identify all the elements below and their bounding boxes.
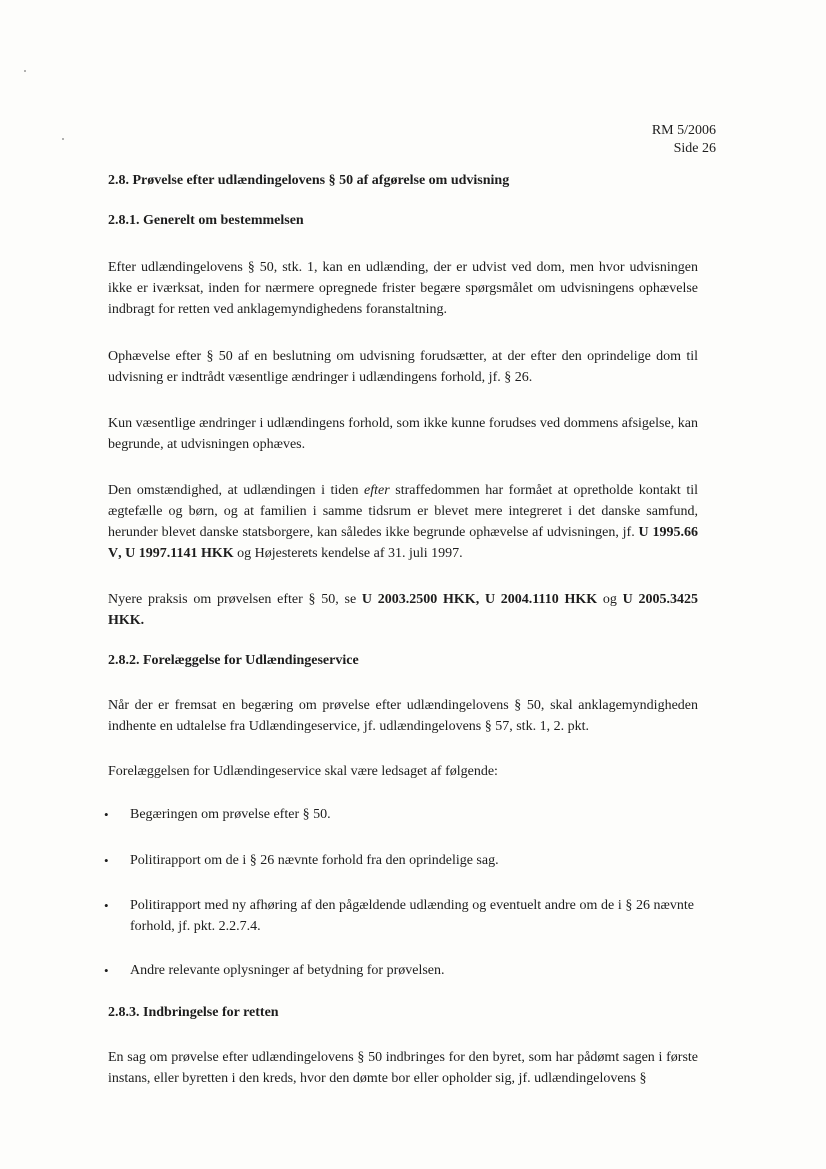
- case-reference: U 2005.3425 HKK: [108, 592, 698, 628]
- section-2-8-heading: 2.8. Prøvelse efter udlændingelovens § 50 af afgørelse om udvisning: [108, 173, 510, 188]
- paragraph-text: [108, 589, 698, 631]
- emphasis: efter: [364, 483, 390, 498]
- page-number: Side 26: [673, 141, 716, 156]
- paragraph: [108, 695, 698, 737]
- paragraph: [108, 346, 698, 388]
- text-run: og: [597, 592, 623, 607]
- list-item-text: Andre relevante oplysninger af betydning for prøvelsen.: [130, 963, 445, 978]
- paragraph-text: [108, 480, 698, 564]
- list-item: [104, 804, 694, 825]
- paragraph-text: Efter udlændingelovens § 50, stk. 1, kan en udlænding, der er udvist ved dom, men hvor udvisningen ikke er iværksat, inden for nærmere opregnede frister begære spørgsmålet om udvisningens ophævelse indbragt for retten ved anklagemyndighedens foranstaltning.: [108, 260, 698, 317]
- report-number: RM 5/2006: [651, 123, 716, 138]
- text-run: straffedommen har formået at opretholde kontakt til ægtefælle og børn, og at familien i samme tidsrum er blevet mere integreret i det danske samfund, herunder blevet danske statsborgere, kan således ikke begrunde ophævelse af udvisningen, jf.: [108, 483, 698, 540]
- scan-speck: [24, 70, 26, 72]
- case-reference: U 1995.66 V: [108, 525, 698, 561]
- paragraph-text: Når der er fremsat en begæring om prøvelse efter udlændingelovens § 50, skal anklagemyndigheden indhente en udtalelse fra Udlændingeservice, jf. udlændingelovens § 57, stk. 1, 2. pkt.: [108, 698, 698, 734]
- text-run: ,: [475, 592, 485, 607]
- section-2-8-1: [108, 212, 698, 230]
- section-2-8-1-heading: 2.8.1. Generelt om bestemmelsen: [108, 213, 304, 228]
- list-item: [104, 895, 694, 937]
- paragraph: [108, 413, 698, 455]
- page-header: [652, 122, 716, 158]
- list-item: [104, 850, 694, 871]
- paragraph-text: Ophævelse efter § 50 af en beslutning om udvisning forudsætter, at der efter den oprindelige dom til udvisning er indtrådt væsentlige ændringer i udlændingens forhold, jf. § 26.: [108, 349, 698, 385]
- bullet-icon: •: [104, 898, 109, 913]
- paragraph-text: En sag om prøvelse efter udlændingelovens § 50 indbringes for den byret, som har pådømt sagen i første instans, eller byretten i den kreds, hvor den dømte bor eller opholder sig, jf. udlændingelovens §: [108, 1050, 698, 1086]
- paragraph: [108, 1047, 698, 1089]
- section-2-8: [108, 172, 698, 190]
- paragraph: [108, 257, 698, 320]
- text-run: .: [140, 613, 145, 628]
- paragraph-text: Forelæggelsen for Udlændingeservice skal være ledsaget af følgende:: [108, 764, 498, 779]
- paragraph-text: Kun væsentlige ændringer i udlændingens forhold, som ikke kunne forudses ved dommens afsigelse, kan begrunde, at udvisningen ophæves.: [108, 416, 698, 452]
- case-reference: U 2003.2500 HKK: [361, 592, 476, 607]
- bullet-icon: •: [104, 807, 109, 822]
- text-run: ,: [118, 546, 126, 561]
- list-item-text: Politirapport om de i § 26 nævnte forhold fra den oprindelige sag.: [130, 853, 499, 868]
- text-run: Den omstændighed, at udlændingen i tiden: [108, 483, 365, 498]
- list-item-text: Begæringen om prøvelse efter § 50.: [130, 807, 331, 822]
- paragraph: [108, 480, 698, 564]
- section-2-8-2-heading: 2.8.2. Forelæggelse for Udlændingeservice: [108, 653, 359, 668]
- paragraph: [108, 589, 698, 631]
- scan-speck: [62, 138, 64, 140]
- case-reference: U 1997.1141 HKK: [125, 546, 234, 561]
- section-2-8-3: [108, 1004, 698, 1022]
- section-2-8-3-heading: 2.8.3. Indbringelse for retten: [108, 1005, 279, 1020]
- text-run: og Højesterets kendelse af 31. juli 1997.: [233, 546, 463, 561]
- case-reference: U 2004.1110 HKK: [484, 592, 598, 607]
- bullet-icon: •: [104, 853, 109, 868]
- text-run: Nyere praksis om prøvelsen efter § 50, se: [108, 592, 362, 607]
- list-item-text: Politirapport med ny afhøring af den pågældende udlænding og eventuelt andre om de i § 26 nævnte forhold, jf. pkt. 2.2.7.4.: [130, 898, 694, 934]
- bullet-icon: •: [104, 963, 109, 978]
- section-2-8-2: [108, 652, 698, 670]
- list-item: [104, 960, 694, 981]
- paragraph: [108, 761, 698, 782]
